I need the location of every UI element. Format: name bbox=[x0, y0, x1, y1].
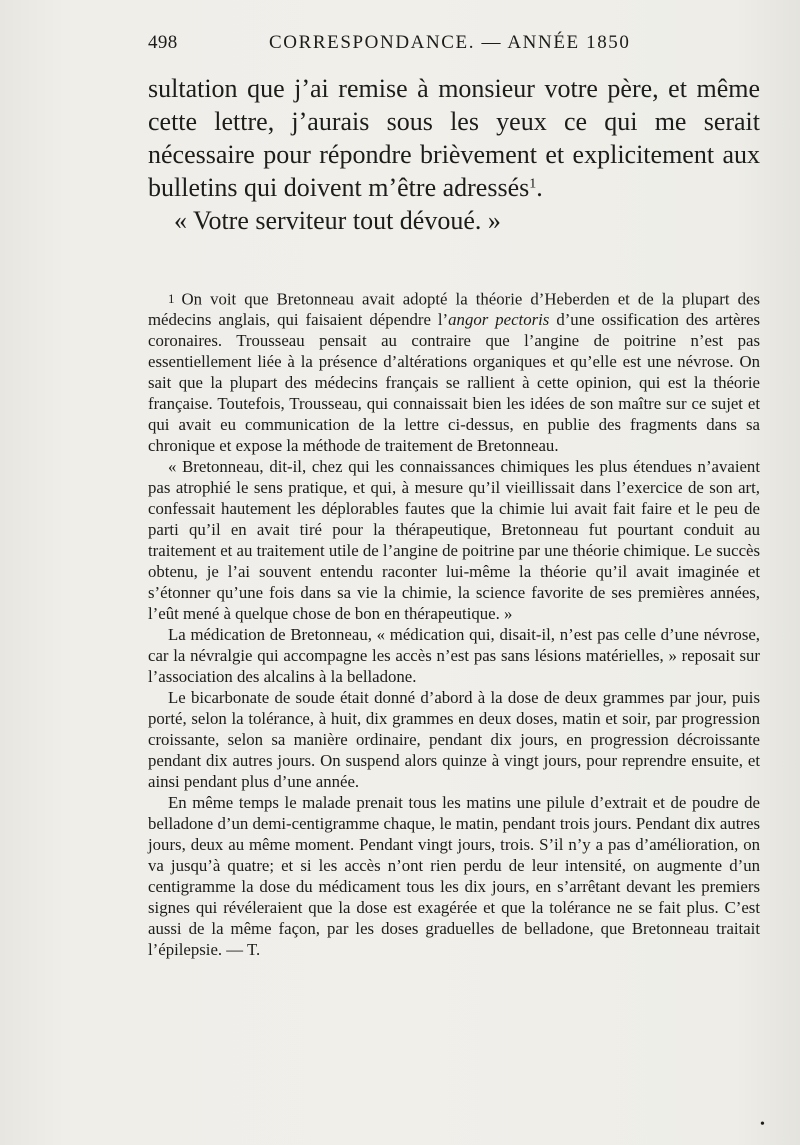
footnote-intro bbox=[148, 288, 760, 456]
footnote-belladone: En même temps le malade prenait tous les matins une pilule d’extrait et de poudre de belladone d’un demi-centigramme chaque, le matin, pendant trois jours. Pendant dix autres jours, deux au même moment. Pendant vingt jours, trois. S’il n’y a pas d’amélioration, on va jusqu’à quatre; et si les accès n’ont rien perdu de leur intensité, on augmente d’un centigramme la dose du médicament tous les dix jours, en s’arrêtant devant les premiers signes qui révéleraient que la dose est exagérée et que la tolérance ne se fait plus. C’est aussi de la même façon, par les doses graduelles de belladone, que Bretonneau traitait l’épilepsie. — T. bbox=[148, 793, 760, 960]
footnote-marker: 1 bbox=[168, 291, 175, 306]
footnote-intro-text: On voit que Bretonneau avait adopté la théorie d’Heberden et de la plupart des médecins anglais, qui faisaient dépendre l’ bbox=[148, 289, 760, 330]
footnote-bicarbonate: Le bicarbonate de soude était donné d’abord à la dose de deux grammes par jour, puis porté, selon la tolérance, à huit, dix grammes en deux doses, matin et soir, par progression croissante, selon sa manière ordinaire, pendant dix jours, en progression décroissante pendant dix autres jours. On suspend alors quinze à vingt jours, pour reprendre ensuite, et ainsi pendant plus d’une année. bbox=[148, 688, 760, 792]
footnote-reference: 1 bbox=[529, 176, 537, 192]
page-mark: • bbox=[760, 1117, 765, 1132]
letter-paragraph bbox=[148, 72, 760, 204]
running-head: CORRESPONDANCE. — ANNÉE 1850 bbox=[269, 32, 631, 53]
footnote-italic-term: angor pectoris bbox=[448, 310, 550, 330]
footnote-intro-text-continued: d’une ossification des artères coronaires. Trousseau pensait au contraire que l’angine de poitrine n’est pas essentiellement liée à la présence d’altérations organiques et qu’elle est une névrose. On sait que la plupart des médecins français se rallient à cette opinion, qui est la théorie française. Toutefois, Trousseau, qui connaissait bien les idées de son maître sur ce sujet et qui avait eu communication de la lettre ci-dessus, en publie des fragments dans sa chronique et expose la méthode de traitement de Bretonneau. bbox=[148, 310, 761, 456]
page-header bbox=[148, 32, 760, 56]
footnote-medication: La médication de Bretonneau, « médication qui, disait-il, n’est pas celle d’une névrose, car la névralgie qui accompagne les accès n’est pas sans lésions matérielles, » reposait sur l’association des alcalins à la belladone. bbox=[148, 625, 760, 687]
letter-paragraph-text: sultation que j’ai remise à monsieur votre père, et même cette lettre, j’aurais sous les yeux ce qui me serait nécessaire pour répondre brièvement et explicitement aux bulletins qui doivent m’être adressés bbox=[148, 74, 760, 202]
footnote-section bbox=[148, 288, 760, 960]
letter-text bbox=[148, 72, 760, 237]
footnote-quote: « Bretonneau, dit-il, chez qui les connaissances chimiques les plus étendues n’avaient pas atrophié le sens pratique, et qui, à mesure qu’il vieillissait dans l’exercice de son art, confessait hautement les déplorables fautes que la chimie lui avait fait faire et le peu de parti qu’il en avait tiré pour la thérapeutique, Bretonneau fut pourtant conduit au traitement et au traitement utile de l’angine de poitrine par une théorie chimique. Le succès obtenu, je l’ai souvent entendu raconter lui-même la théorie qu’il avait imaginée et s’étonner qu’une fois dans sa vie la chimie, la science favorite de ses premières années, l’eût mené à quelque chose de bon en thérapeutique. » bbox=[148, 457, 760, 624]
page-number: 498 bbox=[148, 32, 178, 53]
letter-paragraph-period: . bbox=[536, 173, 543, 202]
letter-closing: « Votre serviteur tout dévoué. » bbox=[174, 206, 501, 235]
